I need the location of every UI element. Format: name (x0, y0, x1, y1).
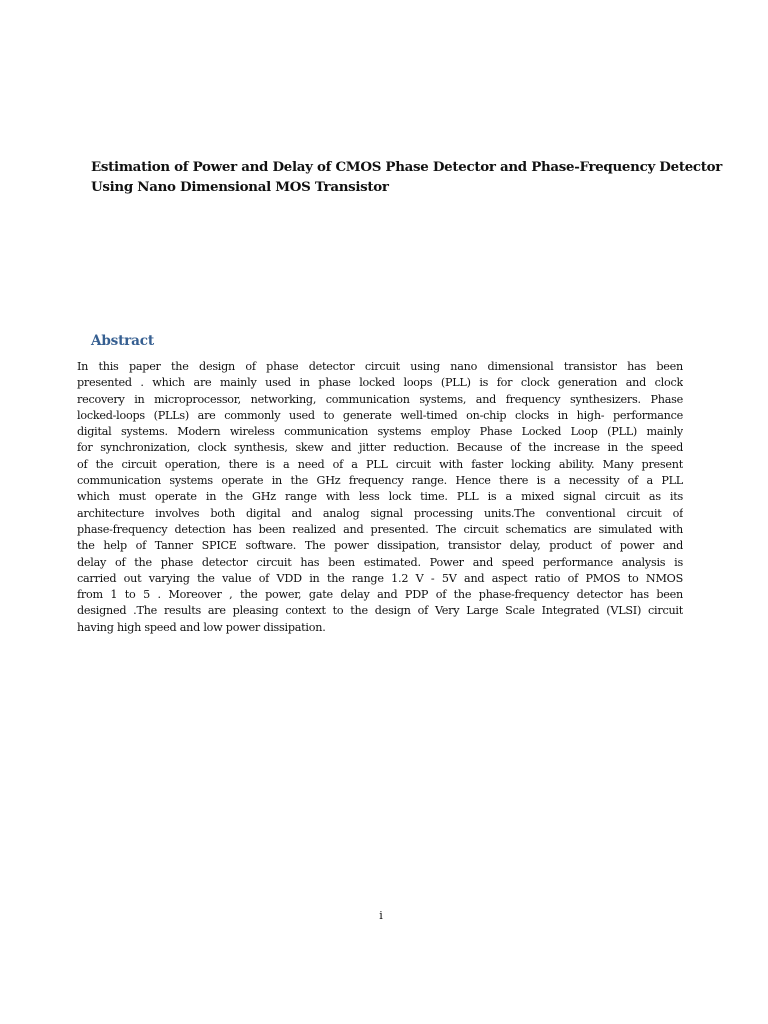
title-line-1: Estimation of Power and Delay of CMOS Phase Detector and Phase-Frequency Detector (91, 159, 723, 175)
abstract-line: the help of Tanner SPICE software. The power dissipation, transistor delay, product of power and (77, 539, 683, 553)
abstract-line: presented . which are mainly used in phase locked loops (PLL) is for clock generation and clock (77, 376, 683, 390)
abstract-line: designed .The results are pleasing context to the design of Very Large Scale Integrated (VLSI) circuit (77, 604, 683, 618)
abstract-line: delay of the phase detector circuit has been estimated. Power and speed performance analysis is (77, 555, 683, 569)
abstract-line: digital systems. Modern wireless communication systems employ Phase Locked Loop (PLL) mainly (77, 425, 683, 439)
paper-title (91, 157, 756, 197)
abstract-line: for synchronization, clock synthesis, skew and jitter reduction. Because of the increase in the speed (77, 441, 683, 455)
page-number: i (379, 909, 383, 922)
abstract-line: having high speed and low power dissipation. (77, 620, 326, 634)
abstract-line: phase-frequency detection has been realized and presented. The circuit schematics are simulated with (77, 522, 683, 536)
abstract-body (77, 359, 683, 636)
abstract-line: architecture involves both digital and analog signal processing units.The conventional circuit of (77, 506, 683, 520)
abstract-line: of the circuit operation, there is a need of a PLL circuit with faster locking ability. Many present (77, 457, 683, 471)
abstract-line: communication systems operate in the GHz frequency range. Hence there is a necessity of a PLL (77, 474, 683, 488)
title-line-2: Using Nano Dimensional MOS Transistor (91, 179, 389, 195)
abstract-line: carried out varying the value of VDD in the range 1.2 V - 5V and aspect ratio of PMOS to NMOS (77, 571, 683, 585)
abstract-line: which must operate in the GHz range with less lock time. PLL is a mixed signal circuit as its (77, 490, 683, 504)
abstract-line: locked-loops (PLLs) are commonly used to generate well-timed on-chip clocks in high- performance (77, 408, 683, 422)
abstract-line: recovery in microprocessor, networking, communication systems, and frequency synthesizers. Phase (77, 392, 683, 406)
abstract-line: from 1 to 5 . Moreover , the power, gate delay and PDP of the phase-frequency detector has been (77, 588, 683, 602)
abstract-line: In this paper the design of phase detector circuit using nano dimensional transistor has been (77, 360, 683, 373)
abstract-heading: Abstract (91, 333, 154, 349)
